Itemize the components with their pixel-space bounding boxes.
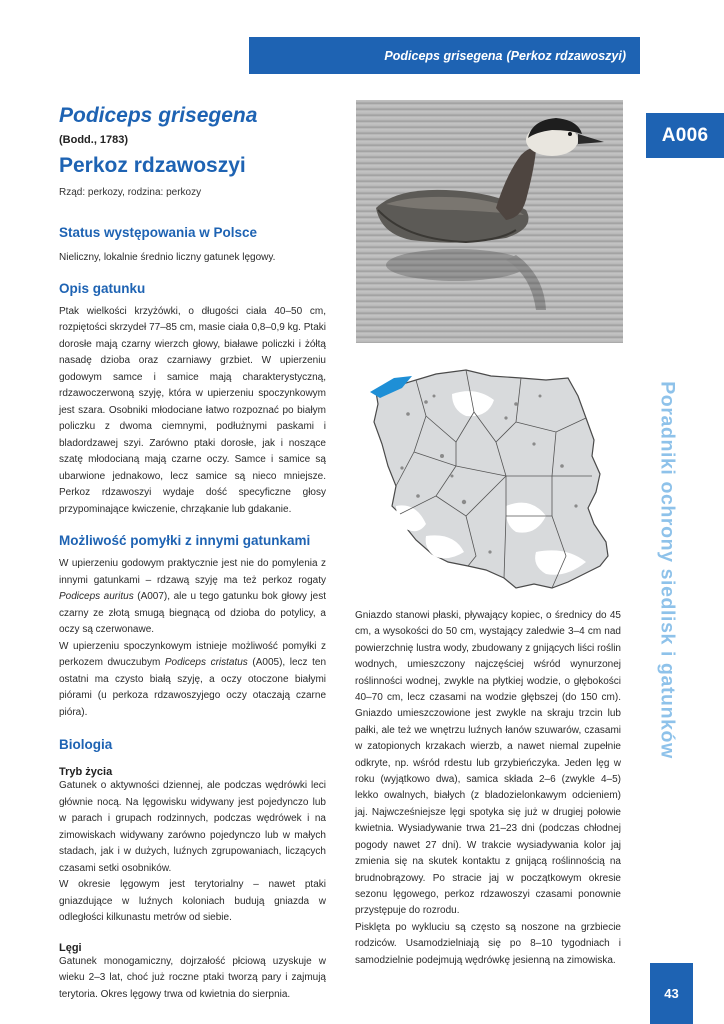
page-number: 43 bbox=[650, 963, 693, 1024]
header-bar bbox=[249, 37, 640, 74]
confusion-section bbox=[59, 532, 326, 721]
nest-paragraph: Gniazdo stanowi płaski, pływający kopiec, o średnicy do 45 cm, a wysokości do 50 cm, wystający zaledwie 3–4 cm nad powierzchnię lustra wody, zbudowany z gnijących liści roślin wodnych, umieszczony najczęściej wśród wynurzonej roślinności wodnej, zwykle na płytkiej wodzie, o głębokości 40–70 cm, lecz czasami na wodzie głębszej (do 150 cm). Gniazdo umieszczowione jest zwykle na skraju trzcin lub pałki, ale też we wnętrzu luźnych łanów szuwarów, czasami w zatopionych krzakach wierzb, a nawet niemal zupełnie odkryte, np. wśród rdestu lub grzybieńczyka. Jeden lęg w roku (wyjątkowo dwa), samica składa 2–6 (zwykle 4–5) lekko owalnych, białych (z bladozielonkawym odcieniem) jaj. Najwcześniejsze lęgi spotyka się już w drugiej połowie kwietnia. Wysiadywanie trwa 21–23 dni (podczas chłodnej pogody nawet 27 dni). W trakcie wysiadywania kolor jaj zmienia się na skutek kontaktu z gnijącą roślinnością na brudnobrązowy. Po stracie jaj w początkowym okresie sezonu lęgowego, perkoz rdzawoszyi czasami ponownie przystępuje do rozrodu. bbox=[355, 610, 621, 917]
side-title bbox=[648, 360, 686, 780]
confusion-p2-b: (A005), lecz ten ostatni ma czysto białą szyję, a oczy otoczone białymi piórami (u perkoza rdzawoszyjego oczy otaczają czarne pióra). bbox=[59, 657, 327, 718]
breeding-heading: Lęgi bbox=[59, 941, 82, 954]
confusion-paragraph-2 bbox=[59, 639, 326, 722]
taxonomy-order: Rząd: perkozy, rodzina: perkozy bbox=[59, 187, 202, 198]
life-paragraph-1: Gatunek o aktywności dziennej, ale podczas wędrówki leci głównie nocą. Na lęgowisku widywany jest pojedynczo lub w parach i grupach rodzinnych, podczas wędrówek i na zimowiskach widywany zarówno pojedynczo lub w małych stadach, jak i w dużych, luźnych zgrupowaniach, liczących czasami setki osobników. bbox=[59, 780, 326, 874]
distribution-map bbox=[356, 356, 623, 606]
left-column bbox=[59, 96, 326, 1003]
status-heading: Status występowania w Polsce bbox=[59, 225, 258, 240]
breeding-paragraph-1: Gatunek monogamiczny, dojrzałość płciową uzyskuje w wieku 2–3 lat, choć już roczne ptaki tworzą pary i zajmują terytoria. Okres lęgowy trwa od kwietnia do sierpnia. bbox=[59, 955, 326, 1000]
description-section bbox=[59, 280, 326, 519]
life-paragraph-2: W okresie lęgowym jest terytorialny – nawet ptaki gniazdujące w luźnych koloniach budują gniazda w odległości kilkunastu metrów od siebie. bbox=[59, 879, 326, 923]
polish-title: Perkoz rdzawoszyi bbox=[59, 154, 246, 177]
latin-title: Podiceps grisegena bbox=[59, 104, 258, 127]
chicks-paragraph: Pisklęta po wykluciu są często są noszone na grzbiecie rodziców. Usamodzielniają się po 8–10 tygodniach i samodzielnie podejmują wędrówkę jesienną na zimowiska. bbox=[355, 921, 621, 966]
header-species-latin: Podiceps grisegena bbox=[384, 48, 503, 63]
description-text: Ptak wielkości krzyżówki, o długości ciała 40–50 cm, rozpiętości skrzydeł 77–85 cm, masie ciała 0,8–0,9 kg. Ptaki dorosłe mają czarny wierzch głowy, białawe policzki i żółtą nasadę dzioba oraz czarniawy grzbiet. W upierzeniu godowym samce i samice mają charakterystyczną, rdzawoczerwoną szyję, która w upierzeniu spoczynkowym jest szara. Osobniki młodociane łatwo rozpoznać po białym policzku z dwoma ciemnymi, podłużnymi paskami i bladordzawej szyi. Zarówno ptaki dorosłe, jak i noszące szatę młodocianą mają czarne oczy. Samce i samice są ubarwione jednakowo, lecz samice są nieco mniejsze. Perkoz rdzawoszyi wydaje dość specyficzne głosy przypominające kwiczenie, chrząkanie lub gdakanie. bbox=[59, 305, 326, 515]
species-code-tab: A006 bbox=[646, 113, 724, 158]
bird-photo bbox=[356, 100, 623, 343]
side-title-text: Poradniki ochrony siedlisk i gatunków bbox=[656, 381, 679, 759]
confusion-p2-species: Podiceps cristatus bbox=[164, 657, 248, 668]
confusion-p1-b: (A007), ale u tego gatunku bok głowy jest czarny ze złotą smugą biegnącą od dzioba do potylicy, a oczy są czerwonawe. bbox=[59, 591, 326, 635]
biology-section bbox=[59, 736, 326, 1003]
author: (Bodd., 1783) bbox=[59, 134, 129, 146]
header-species-polish: (Perkoz rdzawoszyi) bbox=[506, 48, 626, 63]
biology-heading: Biologia bbox=[59, 737, 113, 752]
description-heading: Opis gatunku bbox=[59, 280, 146, 296]
confusion-p1-species: Podiceps auritus bbox=[59, 591, 134, 602]
confusion-paragraph-1 bbox=[59, 556, 326, 639]
confusion-p2-a: W upierzeniu spoczynkowym istnieje możliwość pomyłki z perkozem dwuczubym bbox=[59, 640, 326, 668]
right-column bbox=[355, 608, 621, 969]
status-text: Nieliczny, lokalnie średnio liczny gatunek lęgowy. bbox=[59, 252, 276, 263]
confusion-heading: Możliwość pomyłki z innymi gatunkami bbox=[59, 533, 311, 548]
status-section bbox=[59, 224, 326, 267]
confusion-p1-a: W upierzeniu godowym praktycznie jest nie do pomylenia z innymi gatunkami – rdzawą szyję ma też perkoz rogaty bbox=[59, 558, 326, 586]
life-heading: Tryb życia bbox=[59, 766, 113, 778]
